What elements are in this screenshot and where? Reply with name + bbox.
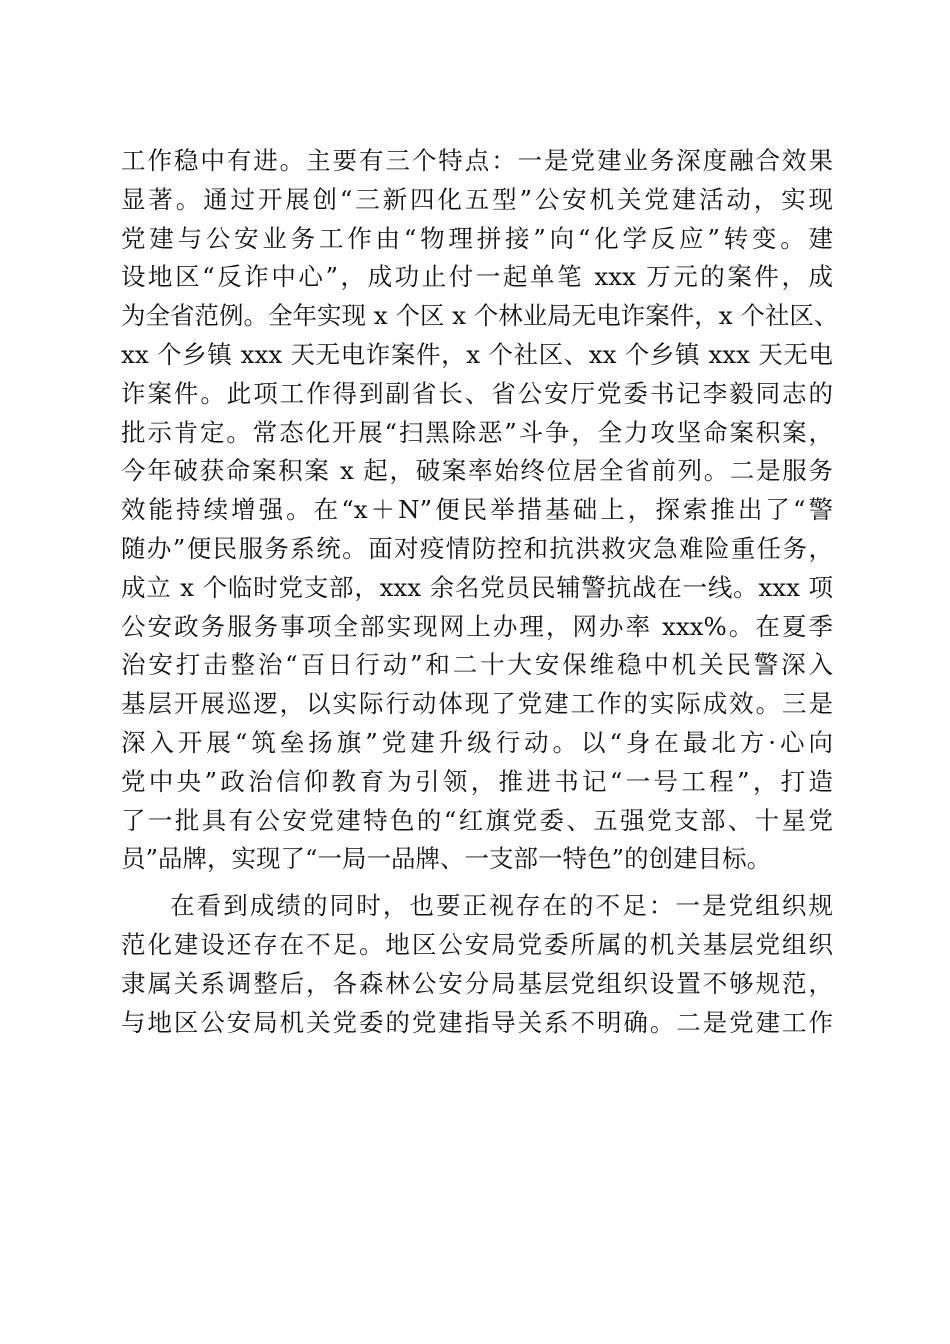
text-line: 隶属关系调整后，各森林公安分局基层党组织设置不够规范， xyxy=(121,968,833,998)
text-line: 成立 x 个临时党支部，xxx 余名党员民辅警抗战在一线。xxx 项 xyxy=(121,572,833,602)
text-line: 党中央”政治信仰教育为引领，推进书记“一号工程”，打造 xyxy=(121,766,833,796)
paragraph-last-line: 员”品牌，实现了“一局一品牌、一支部一特色”的创建目标。 xyxy=(121,844,772,874)
text-line: 基层开展巡逻，以实际行动体现了党建工作的实际成效。三是 xyxy=(121,689,833,719)
paragraph-first-line: 在看到成绩的同时，也要正视存在的不足：一是党组织规 xyxy=(170,891,833,921)
text-line: 公安政务服务事项全部实现网上办理，网办率 xxx%。在夏季 xyxy=(121,611,833,641)
text-line: 效能持续增强。在“x＋N”便民举措基础上，探索推出了“警 xyxy=(121,495,833,525)
text-line: xx 个乡镇 xxx 天无电诈案件，x 个社区、xx 个乡镇 xxx 天无电 xyxy=(121,339,833,369)
text-line: 深入开展“筑垒扬旗”党建升级行动。以“身在最北方·心向 xyxy=(121,727,833,757)
text-line: 诈案件。此项工作得到副省长、省公安厅党委书记李毅同志的 xyxy=(121,378,833,408)
text-line: 批示肯定。常态化开展“扫黑除恶”斗争，全力攻坚命案积案， xyxy=(121,417,833,447)
text-line: 了一批具有公安党建特色的“红旗党委、五强党支部、十星党 xyxy=(121,805,833,835)
text-line: 今年破获命案积案 x 起，破案率始终位居全省前列。二是服务 xyxy=(121,456,833,486)
text-line: 党建与公安业务工作由“物理拼接”向“化学反应”转变。建 xyxy=(121,223,833,253)
text-line: 与地区公安局机关党委的党建指导关系不明确。二是党建工作 xyxy=(121,1007,833,1037)
text-line: 治安打击整治“百日行动”和二十大安保维稳中机关民警深入 xyxy=(121,650,833,680)
body-text xyxy=(121,142,839,1042)
text-line: 随办”便民服务系统。面对疫情防控和抗洪救灾急难险重任务， xyxy=(121,533,833,563)
text-line: 显著。通过开展创“三新四化五型”公安机关党建活动，实现 xyxy=(121,184,833,214)
paragraph-gap xyxy=(121,879,833,887)
text-line: 设地区“反诈中心”，成功止付一起单笔 xxx 万元的案件，成 xyxy=(121,262,833,292)
text-line: 工作稳中有进。主要有三个特点：一是党建业务深度融合效果 xyxy=(121,146,833,175)
text-line: 范化建设还存在不足。地区公安局党委所属的机关基层党组织 xyxy=(121,929,833,959)
text-line: 为全省范例。全年实现 x 个区 x 个林业局无电诈案件，x 个社区、 xyxy=(121,301,839,331)
